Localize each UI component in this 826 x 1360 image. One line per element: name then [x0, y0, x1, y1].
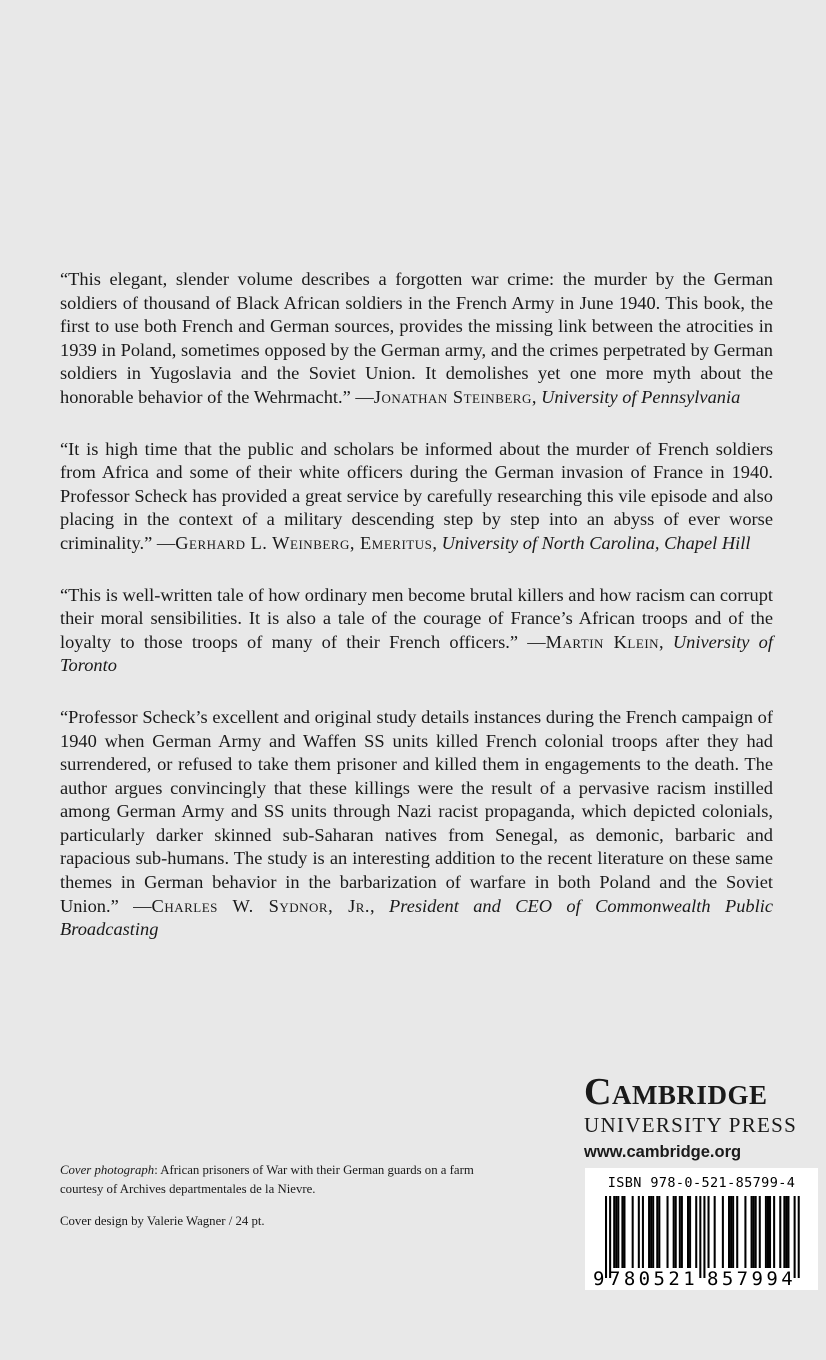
barcode-bar — [658, 1196, 660, 1268]
blurb-affiliation: University of Pennsylvania — [541, 386, 741, 407]
blurb-author: Charles W. Sydnor, Jr. — [151, 895, 371, 916]
isbn-barcode — [585, 1168, 818, 1290]
barcode-bar — [732, 1196, 734, 1268]
barcode-bar — [632, 1196, 634, 1268]
publisher-name: Cambridge — [584, 1071, 768, 1113]
blurb-affiliation: University of Toronto — [60, 631, 773, 676]
barcode-bar — [779, 1196, 781, 1268]
blurb-author: Martin Klein — [545, 631, 660, 652]
barcode-bar — [605, 1196, 607, 1278]
publisher-logo — [584, 1072, 820, 1165]
barcode-bar — [613, 1196, 615, 1268]
isbn-left-group: 780521 — [609, 1268, 699, 1290]
barcode-bar — [730, 1196, 732, 1268]
blurb-text: “This elegant, slender volume describes a forgotten war crime: the murder by the German soldiers of thousand of Black African soldiers in the French Army in June 1940. This book, the first to use both French and German sources, provides the missing link between the atrocities in 1939 in Poland, sometimes opposed by the German army, and the crimes perpetrated by German soldiers in Yugoslavia and the Soviet Union. It demolishes yet one more myth about the honorable behavior of the Wehrmacht.” — — [60, 269, 773, 407]
barcode-bar — [689, 1196, 691, 1268]
barcode-bar — [728, 1196, 730, 1268]
blurb-separator: , — [659, 631, 673, 652]
blurb-klein — [60, 584, 773, 678]
isbn-label: ISBN 978-0-521-85799-4 — [607, 1175, 796, 1191]
blurb-affiliation: President and CEO of Commonwealth Public Broadcasting — [60, 895, 774, 940]
blurb-sydnor — [60, 706, 773, 942]
blurb-weinberg — [60, 438, 773, 556]
isbn-right-group: 857994 — [707, 1268, 797, 1290]
blurb-author: Jonathan Steinberg — [373, 386, 532, 407]
barcode-bar — [798, 1196, 800, 1278]
barcode-bar — [744, 1196, 746, 1268]
blurb-author: Gerhard L. Weinberg, Emeritus — [175, 532, 433, 553]
barcode-bar — [767, 1196, 769, 1268]
barcode-bar — [638, 1196, 640, 1268]
barcode-bar — [759, 1196, 761, 1268]
barcode-bar — [769, 1196, 771, 1268]
barcode-bar — [787, 1196, 789, 1268]
cover-credits — [60, 1161, 480, 1245]
photo-credit-label: Cover photograph — [60, 1163, 155, 1177]
barcode-bar — [736, 1196, 738, 1268]
barcode-bar — [621, 1196, 623, 1268]
blurb-text: “Professor Scheck’s excellent and original study details instances during the French campaign of 1940 when German Army and Waffen SS units killed French colonial troops after they had surrendered, or refused to take them prisoner and killed them in engagements to the death. The author argues convincingly that these killings were the result of a pervasive racism instilled among German Army and SS units through Nazi racist propaganda, which depicted colonials, particularly darker skinned sub-Saharan natives from Senegal, as demonic, barbaric and rapacious sub-humans. The study is an interesting addition to the recent literature on these same themes in German behavior in the barbarization of warfare in both Poland and the Soviet Union.” — — [60, 706, 773, 916]
publisher-url: www.cambridge.org — [584, 1143, 742, 1161]
barcode-bar — [650, 1196, 652, 1268]
barcode-bar — [773, 1196, 775, 1268]
barcode-bar — [695, 1196, 697, 1268]
barcode-bar — [656, 1196, 658, 1268]
barcode-bar — [794, 1196, 796, 1278]
barcode-bar — [765, 1196, 767, 1268]
photo-credit-text: : African prisoners of War with their German guards on a farm courtesy of Archives departmentales de la Nievre. — [60, 1163, 474, 1196]
blurb-text: “This is well-written tale of how ordinary men become brutal killers and how racism can corrupt their moral sensibilities. It is also a tale of the courage of France’s African troops and of the loyalty to those troops of many of their French officers.” — — [60, 584, 773, 652]
barcode-bar — [783, 1196, 785, 1268]
barcode-bar — [667, 1196, 669, 1268]
blurb-separator: , — [432, 532, 442, 553]
barcode-bar — [687, 1196, 689, 1268]
barcode-bar — [673, 1196, 675, 1268]
design-credit: Cover design by Valerie Wagner / 24 pt. — [60, 1214, 265, 1228]
barcode-bar — [675, 1196, 677, 1268]
photo-credit — [60, 1161, 480, 1198]
barcode-bar — [615, 1196, 617, 1268]
barcode-bar — [714, 1196, 716, 1268]
blurbs-section — [60, 268, 773, 970]
barcode-bar — [699, 1196, 701, 1278]
barcode-bar — [753, 1196, 755, 1268]
barcode-bar — [617, 1196, 619, 1268]
barcode-bar — [609, 1196, 611, 1278]
barcode-bar — [755, 1196, 757, 1268]
barcode-bar — [679, 1196, 681, 1268]
barcode-bar — [785, 1196, 787, 1268]
barcode-bar — [648, 1196, 650, 1268]
barcode-bar — [703, 1196, 705, 1278]
blurb-separator: , — [531, 386, 542, 407]
barcode-bar — [681, 1196, 683, 1268]
barcode-bar — [642, 1196, 644, 1268]
barcode-bar — [722, 1196, 724, 1268]
barcode-bar — [708, 1196, 710, 1268]
barcode-bar — [751, 1196, 753, 1268]
blurb-steinberg — [60, 268, 773, 410]
isbn-first-digit: 9 — [593, 1268, 605, 1290]
publisher-press: UNIVERSITY PRESS — [584, 1113, 798, 1137]
barcode-bar — [652, 1196, 654, 1268]
blurb-separator: , — [370, 895, 390, 916]
blurb-text: “It is high time that the public and scholars be informed about the murder of French soldiers from Africa and some of their white officers during the German invasion of France in 1940. Professor Scheck has provided a great service by carefully researching this vile episode and also placing in the context of a military descending step by step into an abyss of ever worse criminality.” — — [60, 438, 773, 553]
barcode-bar — [623, 1196, 625, 1268]
blurb-affiliation: University of North Carolina, Chapel Hill — [441, 532, 751, 553]
